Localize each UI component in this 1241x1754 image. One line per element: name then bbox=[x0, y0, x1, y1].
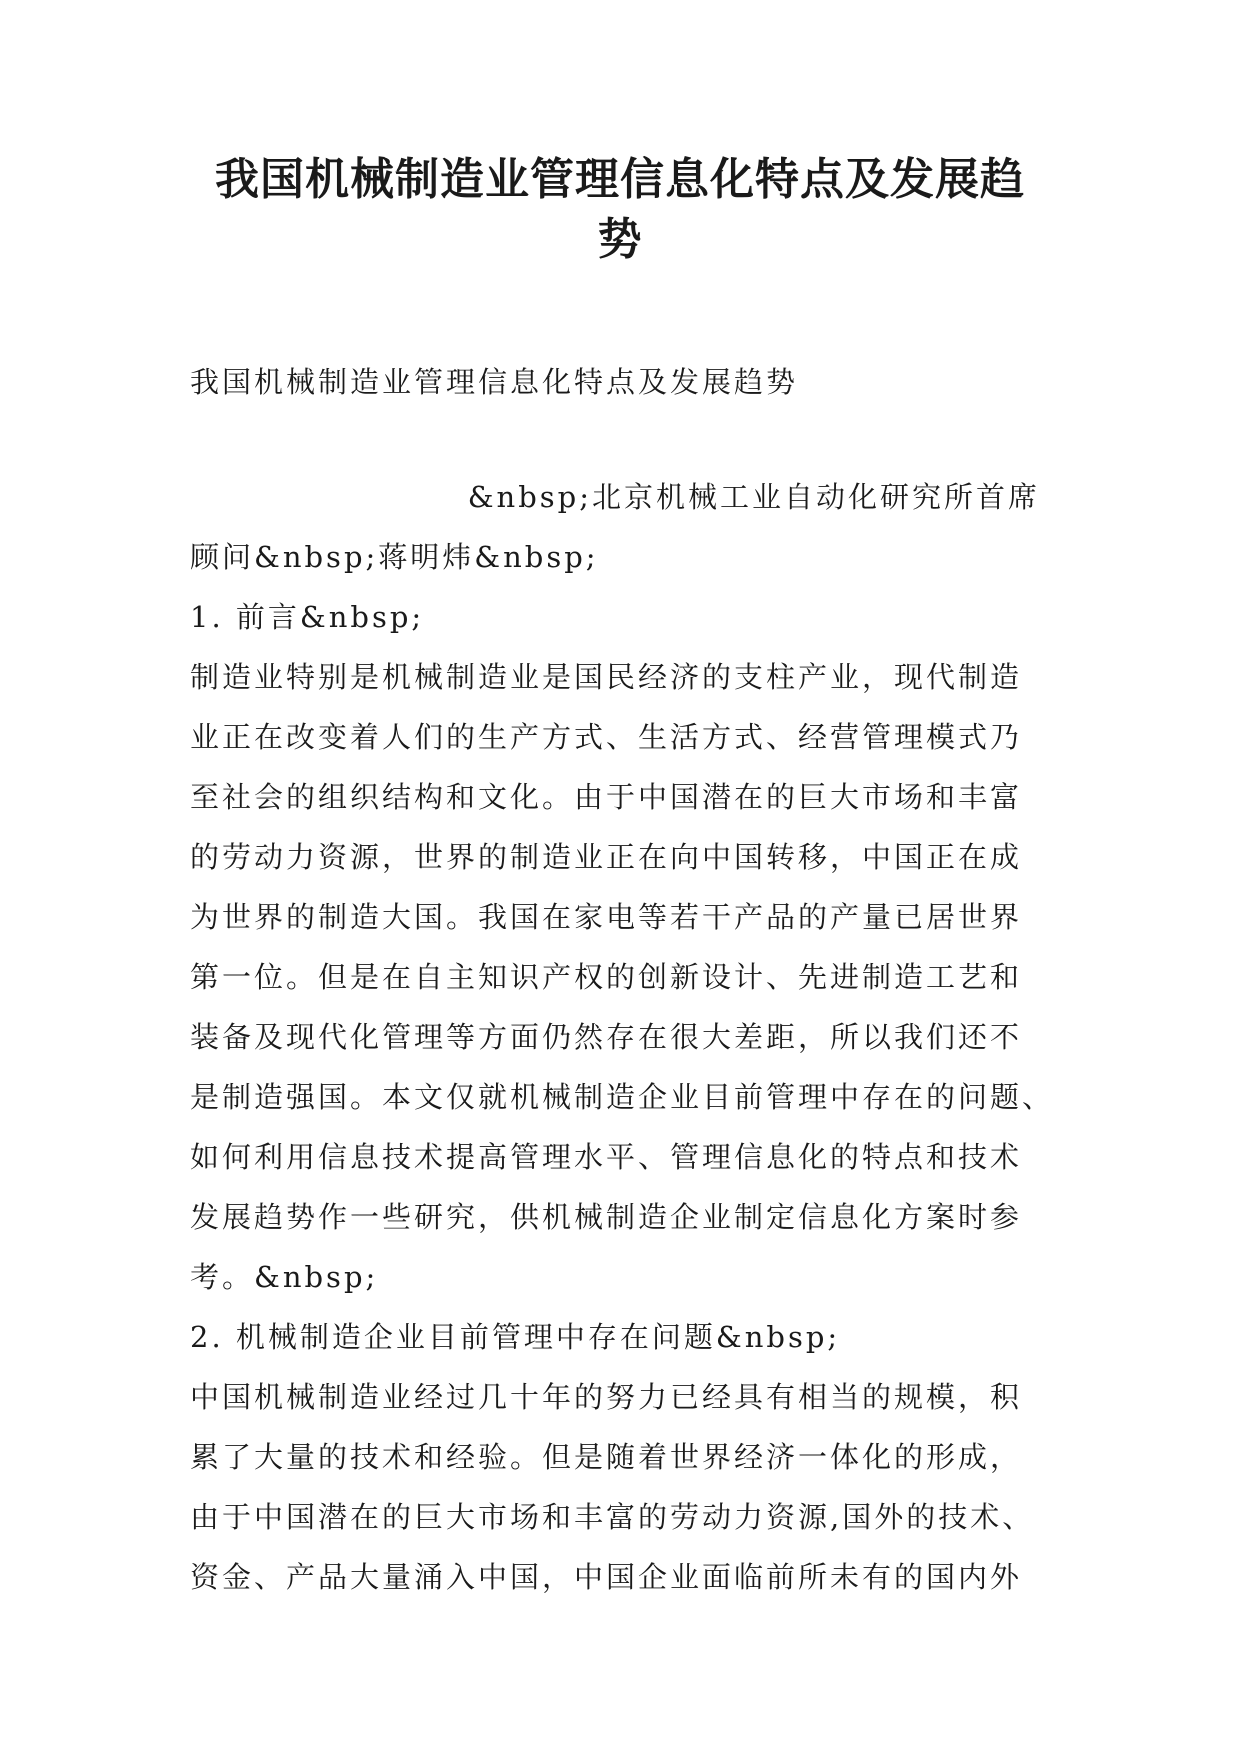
author-name-line: 顾问&nbsp;蒋明炜&nbsp; bbox=[190, 540, 599, 574]
title-line: 势 bbox=[597, 214, 643, 265]
paragraph-line: 业正在改变着人们的生产方式、生活方式、经营管理模式乃 bbox=[190, 720, 1023, 754]
title-line: 我国机械制造业管理信息化特点及发展趋 bbox=[215, 154, 1025, 205]
paragraph-line: 为世界的制造大国。我国在家电等若干产品的产量已居世界 bbox=[190, 900, 1023, 934]
section-heading-1: 1. 前言&nbsp; bbox=[190, 600, 425, 634]
section-heading-2: 2. 机械制造企业目前管理中存在问题&nbsp; bbox=[190, 1320, 841, 1354]
document-body bbox=[190, 467, 1070, 1607]
document-subtitle: 我国机械制造业管理信息化特点及发展趋势 bbox=[190, 365, 799, 399]
paragraph-line: 至社会的组织结构和文化。由于中国潜在的巨大市场和丰富 bbox=[190, 780, 1023, 814]
paragraph-line: 由于中国潜在的巨大市场和丰富的劳动力资源,国外的技术、 bbox=[190, 1500, 1035, 1534]
paragraph-line: 中国机械制造业经过几十年的努力已经具有相当的规模，积 bbox=[190, 1380, 1023, 1414]
paragraph-line: 累了大量的技术和经验。但是随着世界经济一体化的形成， bbox=[190, 1440, 1023, 1474]
paragraph-line: 是制造强国。本文仅就机械制造企业目前管理中存在的问题、 bbox=[190, 1080, 1055, 1114]
paragraph-line: 装备及现代化管理等方面仍然存在很大差距，所以我们还不 bbox=[190, 1020, 1023, 1054]
author-affiliation-line: &nbsp;北京机械工业自动化研究所首席 bbox=[467, 480, 1040, 514]
paragraph-line: 发展趋势作一些研究，供机械制造企业制定信息化方案时参 bbox=[190, 1200, 1023, 1234]
paragraph-line: 第一位。但是在自主知识产权的创新设计、先进制造工艺和 bbox=[190, 960, 1023, 994]
paragraph-line: 的劳动力资源，世界的制造业正在向中国转移，中国正在成 bbox=[190, 840, 1023, 874]
paragraph-line: 考。&nbsp; bbox=[190, 1260, 379, 1294]
paragraph-line: 如何利用信息技术提高管理水平、管理信息化的特点和技术 bbox=[190, 1140, 1023, 1174]
document-title bbox=[190, 150, 1050, 270]
paragraph-line: 制造业特别是机械制造业是国民经济的支柱产业，现代制造 bbox=[190, 660, 1023, 694]
paragraph-line: 资金、产品大量涌入中国，中国企业面临前所未有的国内外 bbox=[190, 1560, 1023, 1594]
